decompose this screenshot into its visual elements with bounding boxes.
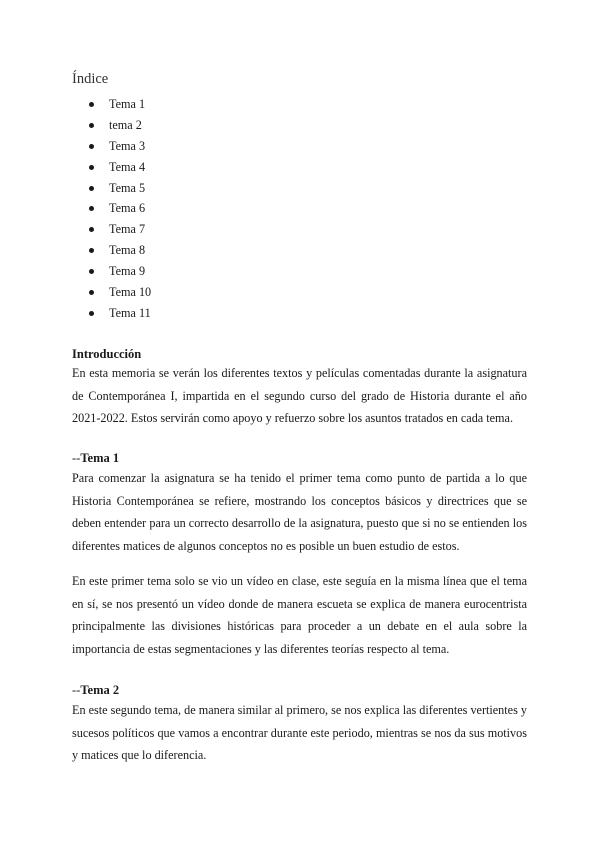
tema-1-paragraph-1: Para comenzar la asignatura se ha tenido el primer tema como punto de partida a lo que Historia Contemporánea se refiere, mostrando los conceptos básicos y directrices que se deben entender para un correcto desarrollo de la asignatura, puesto que si no se entienden los diferentes matices de algunos conceptos no es posible un buen estudio de estos. bbox=[72, 471, 527, 554]
index-item-tema-6[interactable] bbox=[0, 198, 151, 219]
index-title: Índice bbox=[72, 71, 109, 87]
tema-1-paragraph-2: En este primer tema solo se vio un vídeo en clase, este seguía en la misma línea que el tema en sí, se nos presentó un vídeo donde de manera escueta se explica de manera eurocentrista principalmente las divisiones históricas para proceder a un debate en el aula sobre la importancia de estas segmentaciones y las diferentes teorías respecto al tema. bbox=[72, 574, 527, 657]
index-item-tema-4[interactable] bbox=[0, 157, 151, 178]
introduccion-heading: Introducción bbox=[72, 347, 142, 361]
index-item-label: tema 2 bbox=[109, 117, 142, 132]
index-item-tema-9[interactable] bbox=[0, 261, 151, 282]
index-item-tema-8[interactable] bbox=[0, 240, 151, 261]
index-item-label: Tema 8 bbox=[109, 243, 146, 258]
index-item-label: Tema 5 bbox=[109, 180, 146, 195]
index-item-label: Tema 4 bbox=[109, 159, 146, 174]
bullet-icon bbox=[89, 123, 94, 128]
bullet-icon bbox=[89, 311, 94, 316]
bullet-icon bbox=[89, 165, 94, 170]
bullet-icon bbox=[89, 206, 94, 211]
heading-prefix: -- bbox=[72, 683, 81, 697]
bullet-icon bbox=[89, 227, 94, 232]
index-item-tema-1[interactable] bbox=[0, 94, 151, 115]
index-item-tema-11[interactable] bbox=[0, 303, 151, 324]
index-item-tema-3[interactable] bbox=[0, 136, 151, 157]
index-list bbox=[0, 94, 151, 324]
index-item-label: Tema 3 bbox=[109, 138, 146, 153]
tema-2-paragraph-1: En este segundo tema, de manera similar al primero, se nos explica las diferentes vertientes y sucesos políticos que vamos a encontrar durante este periodo, mientras se nos da sus motivos y matices que lo diferencia. bbox=[72, 703, 527, 763]
bullet-icon bbox=[89, 144, 94, 149]
bullet-icon bbox=[89, 269, 94, 274]
index-item-tema-10[interactable] bbox=[0, 282, 151, 303]
bullet-icon bbox=[89, 248, 94, 253]
introduccion-paragraph: En esta memoria se verán los diferentes textos y películas comentadas durante la asignatura de Contemporánea I, impartida en el segundo curso del grado de Historia durante el año 2021-2022. Estos servirán como apoyo y refuerzo sobre los asuntos tratados en cada tema. bbox=[72, 366, 527, 426]
bullet-icon bbox=[89, 290, 94, 295]
tema-1-heading bbox=[72, 451, 119, 466]
tema-1-heading-label: Tema 1 bbox=[80, 451, 120, 465]
index-item-tema-5[interactable] bbox=[0, 178, 151, 199]
tema-2-heading-label: Tema 2 bbox=[80, 683, 120, 697]
heading-prefix: -- bbox=[72, 451, 81, 465]
index-item-label: Tema 10 bbox=[109, 285, 152, 300]
index-item-label: Tema 6 bbox=[109, 201, 146, 216]
index-item-label: Tema 11 bbox=[109, 305, 151, 320]
index-item-tema-2[interactable] bbox=[0, 115, 151, 136]
index-item-label: Tema 7 bbox=[109, 222, 146, 237]
index-item-label: Tema 1 bbox=[109, 97, 146, 111]
bullet-icon bbox=[89, 186, 94, 191]
index-item-tema-7[interactable] bbox=[0, 219, 151, 240]
index-item-label: Tema 9 bbox=[109, 264, 146, 279]
tema-2-heading bbox=[72, 683, 119, 698]
bullet-icon bbox=[89, 102, 94, 107]
